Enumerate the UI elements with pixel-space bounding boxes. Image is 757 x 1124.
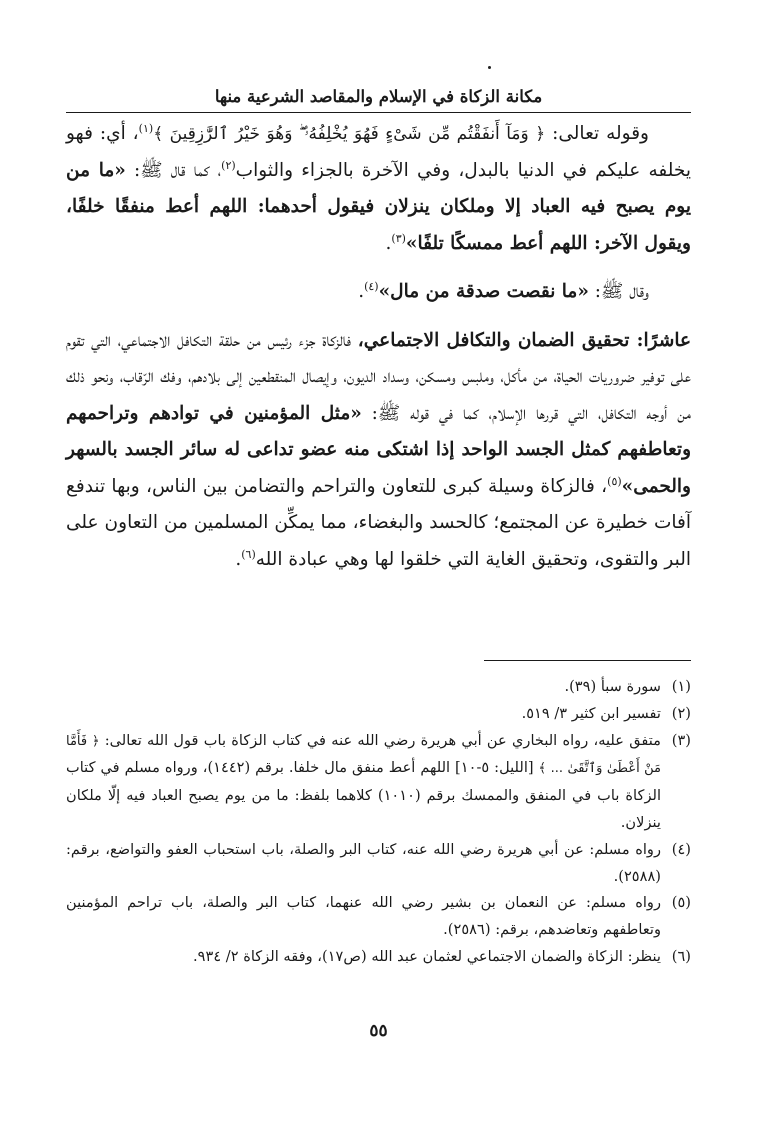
footnote-number: (٥) (671, 894, 691, 912)
hadith-text: «ما من يوم يصبح فيه العباد إلا وملكان ينزلان فيقول أحدهما: اللهم أعط منفقًا خلفًا، ويقول الآخر: اللهم أعط ممسكًا تلفًا» (66, 159, 691, 254)
separator: ، (125, 123, 139, 144)
period: . (235, 548, 242, 570)
footnote-separator (484, 660, 691, 661)
body-text-2: ، فالزكاة وسيلة كبرى للتعاون والتراحم والتضامن بين الناس، وبها تندفع آفات خطيرة عن المجتمع؛ كالحسد والبغضاء، مما يمكِّن المسلمين من التعاون على البر والتقوى، وتحقيق الغاية التي خلقوا لها وهي عبادة الله (66, 475, 691, 570)
footnote-6 (66, 944, 691, 971)
footnote-text: متفق عليه، رواه البخاري عن أبي هريرة رضي الله عنه في كتاب الزكاة باب قول الله تعالى: (99, 731, 661, 749)
book-page (66, 60, 691, 1100)
body-text-1: فالزكاة جزء رئيس من حلقة التكافل الاجتماعي، التي تقوم على توفير ضروريات الحياة، من مأكل، وملبس ومسكن، وسداد الديون، وإيصال المنقطعين إلى بلادهم، وفك الرّقاب، ونحو ذلك من أوجه التكافل، التي قررها الإسلام، كما في قوله ﷺ: (66, 329, 691, 424)
footnote-number: (٣) (671, 731, 691, 749)
intro-text: وقوله تعالى: (552, 123, 649, 144)
footnote-ref-2[interactable]: (٢) (221, 158, 236, 172)
paragraph-1 (66, 116, 691, 262)
hadith-text: «مثل المؤمنين في توادهم وتراحمهم وتعاطفهم كمثل الجسد الواحد إذا اشتكى منه عضو تداعى له سائر الجسد بالسهر والحمى» (66, 402, 691, 497)
period: . (358, 281, 365, 302)
footnote-number: (١) (671, 678, 691, 695)
footnote-4 (66, 837, 691, 891)
main-text (66, 116, 691, 578)
footnote-number: (٤) (671, 840, 691, 858)
footnote-ref-3[interactable]: (٣) (391, 231, 406, 245)
header-rule (66, 112, 691, 113)
footnote-text: سورة سبأ (٣٩). (564, 678, 661, 695)
footnote-number: (٢) (671, 704, 691, 722)
footnote-verse: ﴿ فَأَمَّا مَنْ أَعْطَىٰ وَٱتَّقَىٰ ... ﴾ (66, 733, 662, 777)
footnote-2 (66, 701, 691, 728)
footnote-text: رواه مسلم: عن أبي هريرة رضي الله عنه، كتاب البر والصلة، باب استحباب العفو والتواضع، برقم: (٢٥٨٨). (66, 840, 661, 885)
intro-text: وقال ﷺ: (588, 281, 649, 302)
footnotes (66, 674, 691, 971)
footnote-1 (66, 674, 691, 701)
footnote-text: رواه مسلم: عن النعمان بن بشير رضي الله عنهما، كتاب البر والصلة، باب تراحم المؤمنين وتعاطفهم وتعاضدهم، برقم: (٢٥٨٦). (66, 894, 661, 939)
transition-text: ، كما قال ﷺ: (125, 159, 222, 181)
footnote-number: (٦) (671, 947, 691, 965)
footnote-ref-1[interactable]: (١) (138, 121, 154, 135)
running-header: مكانة الزكاة في الإسلام والمقاصد الشرعية منها (214, 87, 543, 106)
footnote-3 (66, 728, 691, 837)
hadith-text: «ما نقصت صدقة من مال» (378, 281, 589, 302)
ink-dot (488, 66, 491, 69)
quran-verse: ﴿ وَمَآ أَنفَقْتُم مِّن شَىْءٍ فَهُوَ يُخْلِفُهُۥ ۖ وَهُوَ خَيْرُ ٱلرَّٰزِقِينَ ﴾ (153, 124, 546, 144)
paragraph-2 (66, 274, 691, 311)
footnote-text: ينظر: الزكاة والضمان الاجتماعي لعثمان عبد الله (ص١٧)، وفقه الزكاة ٢/ ٩٣٤. (193, 947, 661, 965)
footnote-ref-4[interactable]: (٤) (364, 279, 379, 293)
footnote-text: تفسير ابن كثير ٣/ ٥١٩. (521, 704, 661, 722)
paragraph-3 (66, 323, 691, 579)
page-number: ٥٥ (369, 1021, 388, 1041)
footnote-5 (66, 890, 691, 944)
section-heading: عاشرًا: تحقيق الضمان والتكافل الاجتماعي، (357, 329, 691, 351)
tafsir-text: أي: فهو يخلفه عليكم في الدنيا بالبدل، وفي الآخرة بالجزاء والثواب (66, 123, 691, 181)
footnote-ref-6[interactable]: (٦) (241, 547, 256, 561)
footnote-ref-5[interactable]: (٥) (607, 474, 622, 488)
period: . (385, 232, 392, 254)
footnote-text-cont: [الليل: ٥-١٠] اللهم أعط منفق مال خلفا. برقم (١٤٤٢)، ورواه مسلم في كتاب الزكاة باب في المنفق والممسك برقم (١٠١٠) كلاهما بلفظ: ما من يوم يصبح العباد فيه إلّا ملكان ينزلان. (66, 759, 662, 831)
